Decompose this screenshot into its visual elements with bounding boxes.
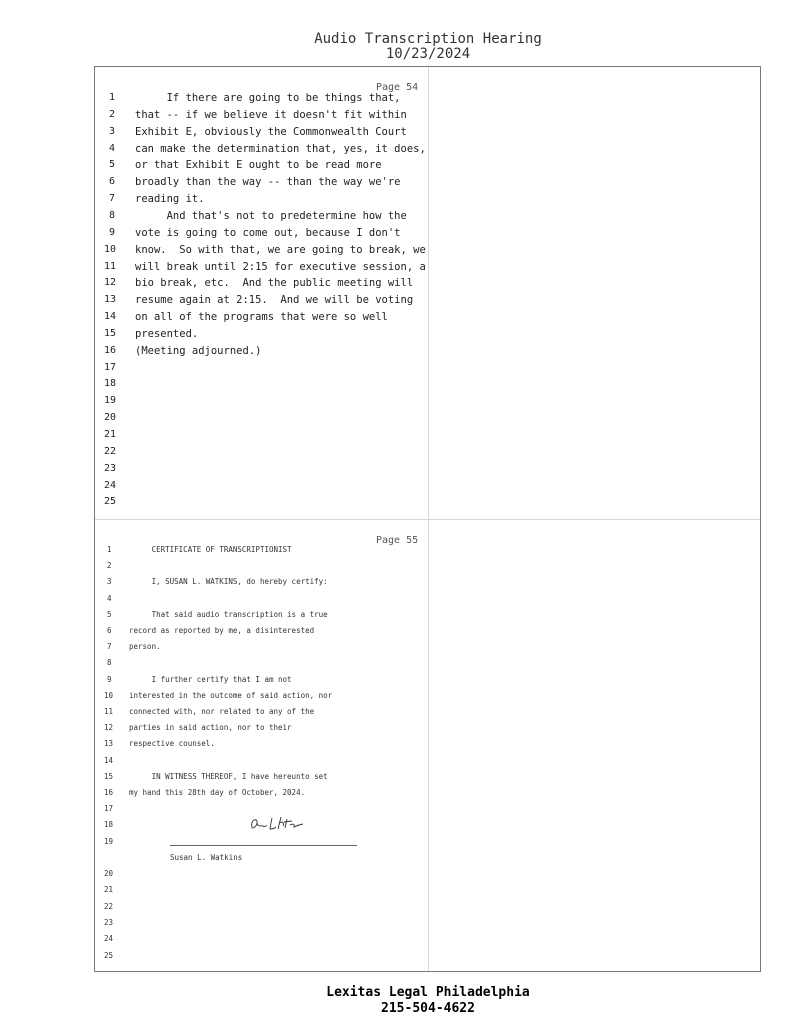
line-number: 3: [107, 577, 112, 587]
line-number: 3: [109, 125, 116, 137]
line-number: 7: [109, 193, 116, 205]
line-number: 14: [104, 311, 117, 323]
document-title: Audio Transcription Hearing: [314, 31, 542, 47]
line-number: 5: [109, 159, 116, 171]
line-number: 2: [107, 561, 112, 571]
transcript-line: Exhibit E, obviously the Commonwealth Court: [135, 125, 407, 138]
footer-phone: 215-504-4622: [381, 1001, 475, 1016]
transcript-line: that -- if we believe it doesn't fit within: [135, 108, 407, 121]
line-number: 22: [104, 901, 114, 911]
line-number: 5: [107, 609, 112, 619]
certificate-line: IN WITNESS THEREOF, I have hereunto set: [129, 771, 328, 781]
line-number: 24: [104, 934, 114, 944]
page-55-label: Page 55: [376, 535, 419, 546]
line-number: 2: [109, 108, 116, 120]
certificate-line: record as reported by me, a disinterested: [129, 626, 315, 635]
line-number: 8: [107, 658, 112, 668]
line-number: 21: [104, 429, 117, 440]
signature-line: [170, 845, 357, 846]
line-number: 18: [104, 820, 114, 830]
line-number: 7: [107, 642, 112, 652]
line-number: 25: [104, 950, 114, 960]
line-number: 22: [104, 445, 117, 457]
line-number: 1: [109, 92, 116, 103]
line-number: 6: [107, 626, 112, 635]
transcript-line: If there are going to be things that,: [135, 92, 401, 104]
line-number: 9: [109, 226, 116, 238]
line-number: 9: [107, 674, 112, 684]
line-number: 15: [104, 327, 117, 339]
line-number: 19: [104, 395, 117, 407]
page-54-label: Page 54: [376, 82, 419, 93]
transcript-line: reading it.: [135, 193, 205, 206]
certificate-line: person.: [129, 642, 161, 652]
transcript-line: will break until 2:15 for executive session, a: [135, 260, 426, 273]
certificate-line: parties in said action, nor to their: [129, 723, 292, 733]
transcript-line: (Meeting adjourned.): [135, 344, 262, 357]
certificate-line: That said audio transcription is a true: [129, 609, 328, 619]
line-number: 8: [109, 209, 116, 221]
line-number: 12: [104, 277, 117, 289]
line-number: 12: [104, 723, 114, 733]
line-number: 25: [104, 496, 117, 508]
certificate-line: respective counsel.: [129, 739, 215, 749]
line-number: 4: [109, 142, 116, 154]
handwritten-signature: [248, 814, 310, 834]
line-number: 11: [104, 260, 117, 272]
line-number: 16: [104, 788, 114, 797]
line-number: 11: [104, 707, 114, 716]
footer-company: Lexitas Legal Philadelphia: [326, 985, 530, 1000]
document-date: 10/23/2024: [385, 46, 471, 62]
certificate-line: interested in the outcome of said action, nor: [129, 690, 333, 700]
line-number: 6: [109, 176, 116, 188]
line-number: 4: [107, 593, 112, 603]
transcript-line: can make the determination that, yes, it does,: [135, 142, 426, 155]
line-number: 17: [104, 361, 117, 373]
certificate-line: connected with, nor related to any of the: [129, 707, 315, 716]
transcript-line: vote is going to come out, because I don't: [135, 226, 401, 239]
transcript-line: on all of the programs that were so well: [135, 311, 388, 324]
transcript-line: broadly than the way -- than the way we're: [135, 176, 401, 189]
transcript-line: And that's not to predetermine how the: [135, 209, 407, 222]
certificate-line: CERTIFICATE OF TRANSCRIPTIONIST: [129, 545, 292, 554]
transcript-line: resume again at 2:15. And we will be voting: [135, 294, 414, 307]
certificate-line: my hand this 28th day of October, 2024.: [129, 788, 306, 797]
transcript-line: know. So with that, we are going to break, we: [135, 243, 426, 256]
line-number: 23: [104, 917, 114, 927]
line-number: 15: [104, 771, 114, 781]
line-number: 13: [104, 739, 114, 749]
transcript-line: presented.: [135, 327, 199, 340]
line-number: 16: [104, 344, 117, 356]
transcript-frame: [94, 66, 761, 972]
line-number: 1: [107, 545, 112, 554]
line-number: 19: [104, 836, 114, 846]
page-divider: [95, 519, 760, 520]
signer-name: Susan L. Watkins: [170, 853, 243, 862]
line-number: 18: [104, 378, 117, 390]
line-number: 14: [104, 755, 114, 765]
line-number: 20: [104, 869, 114, 878]
line-number: 10: [104, 243, 117, 255]
line-number: 23: [104, 462, 117, 474]
line-number: 10: [104, 690, 114, 700]
line-number: 24: [104, 479, 117, 491]
line-number: 17: [104, 804, 114, 814]
line-number: 20: [104, 412, 117, 424]
transcript-line: or that Exhibit E ought to be read more: [135, 159, 382, 172]
line-number: 13: [104, 294, 117, 306]
certificate-line: I further certify that I am not: [129, 674, 292, 684]
certificate-line: I, SUSAN L. WATKINS, do hereby certify:: [129, 577, 328, 587]
line-number: 21: [104, 885, 114, 895]
transcript-line: bio break, etc. And the public meeting will: [135, 277, 414, 290]
